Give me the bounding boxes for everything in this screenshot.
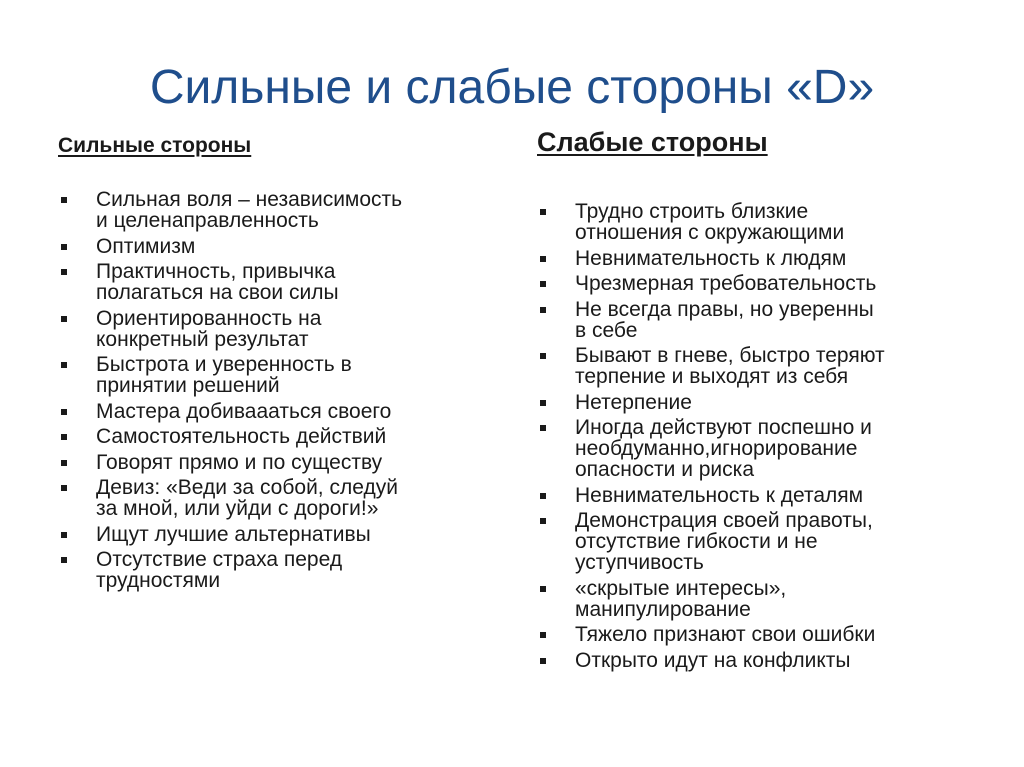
list-item	[58, 524, 498, 545]
bullet-icon	[540, 353, 546, 359]
bullet-icon	[540, 493, 546, 499]
list-item-text: Отсутствие страха перед трудностями	[96, 548, 343, 592]
bullet-icon	[61, 434, 67, 440]
bullet-icon	[540, 400, 546, 406]
list-item	[58, 236, 498, 257]
list-item-text: Трудно строить близкие отношения с окружающими	[575, 200, 845, 244]
weaknesses-list	[537, 201, 987, 675]
list-item	[537, 345, 987, 387]
bullet-icon	[540, 586, 546, 592]
bullet-icon	[61, 362, 67, 368]
bullet-icon	[61, 316, 67, 322]
list-item	[58, 549, 498, 591]
list-item	[537, 299, 987, 341]
bullet-icon	[61, 532, 67, 538]
list-item	[537, 417, 987, 480]
list-item	[58, 477, 498, 519]
bullet-icon	[540, 632, 546, 638]
bullet-icon	[540, 256, 546, 262]
bullet-icon	[540, 425, 546, 431]
bullet-icon	[61, 244, 67, 250]
list-item-text: Девиз: «Веди за собой, следуй за мной, или уйди с дороги!»	[96, 476, 398, 520]
list-item-text: Тяжело признают свои ошибки	[575, 623, 876, 646]
slide-title: Сильные и слабые стороны «D»	[149, 61, 875, 114]
strengths-heading: Сильные стороны	[58, 134, 252, 157]
list-item-text: Самостоятельность действий	[96, 425, 387, 448]
list-item	[537, 392, 987, 413]
bullet-icon	[61, 460, 67, 466]
list-item	[537, 578, 987, 620]
list-item-text: Иногда действуют поспешно и необдуманно,игнорирование опасности и риска	[575, 416, 872, 481]
list-item-text: Практичность, привычка полагаться на свои силы	[96, 260, 339, 304]
list-item-text: Ищут лучшие альтернативы	[96, 522, 371, 546]
list-item	[58, 189, 498, 231]
bullet-icon	[61, 197, 67, 203]
list-item	[58, 401, 498, 422]
list-item-text: Демонстрация своей правоты, отсутствие гибкости и не уступчивость	[575, 509, 873, 574]
list-item-text: Чрезмерная требовательность	[575, 272, 877, 295]
bullet-icon	[61, 269, 67, 275]
list-item-text: Невнимательность к деталям	[575, 483, 864, 507]
bullet-icon	[540, 209, 546, 215]
list-item-text: Говорят прямо и по существу	[96, 450, 383, 474]
bullet-icon	[540, 281, 546, 287]
bullet-icon	[540, 307, 546, 313]
list-item	[537, 485, 987, 506]
bullet-icon	[61, 557, 67, 563]
list-item-text: Невнимательность к людям	[575, 246, 847, 270]
list-item-text: Нетерпение	[575, 390, 692, 414]
list-item-text: Быстрота и уверенность в принятии решений	[96, 353, 352, 397]
list-item	[58, 426, 498, 447]
list-item	[537, 510, 987, 573]
list-item-text: «скрытые интересы», манипулирование	[575, 576, 787, 621]
list-item	[537, 201, 987, 243]
bullet-icon	[61, 409, 67, 415]
list-item	[537, 248, 987, 269]
list-item	[58, 261, 498, 303]
list-item-text: Ориентированность на конкретный результат	[96, 306, 322, 351]
list-item	[537, 273, 987, 294]
strengths-list	[58, 189, 498, 596]
list-item-text: Не всегда правы, но уверенны в себе	[575, 297, 874, 342]
bullet-icon	[540, 518, 546, 524]
bullet-icon	[540, 658, 546, 664]
list-item	[537, 650, 987, 671]
list-item-text: Открыто идут на конфликты	[575, 648, 851, 672]
list-item	[537, 624, 987, 645]
list-item	[58, 354, 498, 396]
weaknesses-heading: Слабые стороны	[537, 127, 768, 157]
list-item-text: Бывают в гневе, быстро теряют терпение и выходят из себя	[575, 344, 885, 388]
list-item-text: Сильная воля – независимость и целенаправленность	[96, 188, 403, 232]
list-item-text: Мастера добиваааться своего	[96, 399, 392, 423]
list-item-text: Оптимизм	[96, 234, 196, 258]
list-item	[58, 308, 498, 350]
bullet-icon	[61, 485, 67, 491]
list-item	[58, 452, 498, 473]
